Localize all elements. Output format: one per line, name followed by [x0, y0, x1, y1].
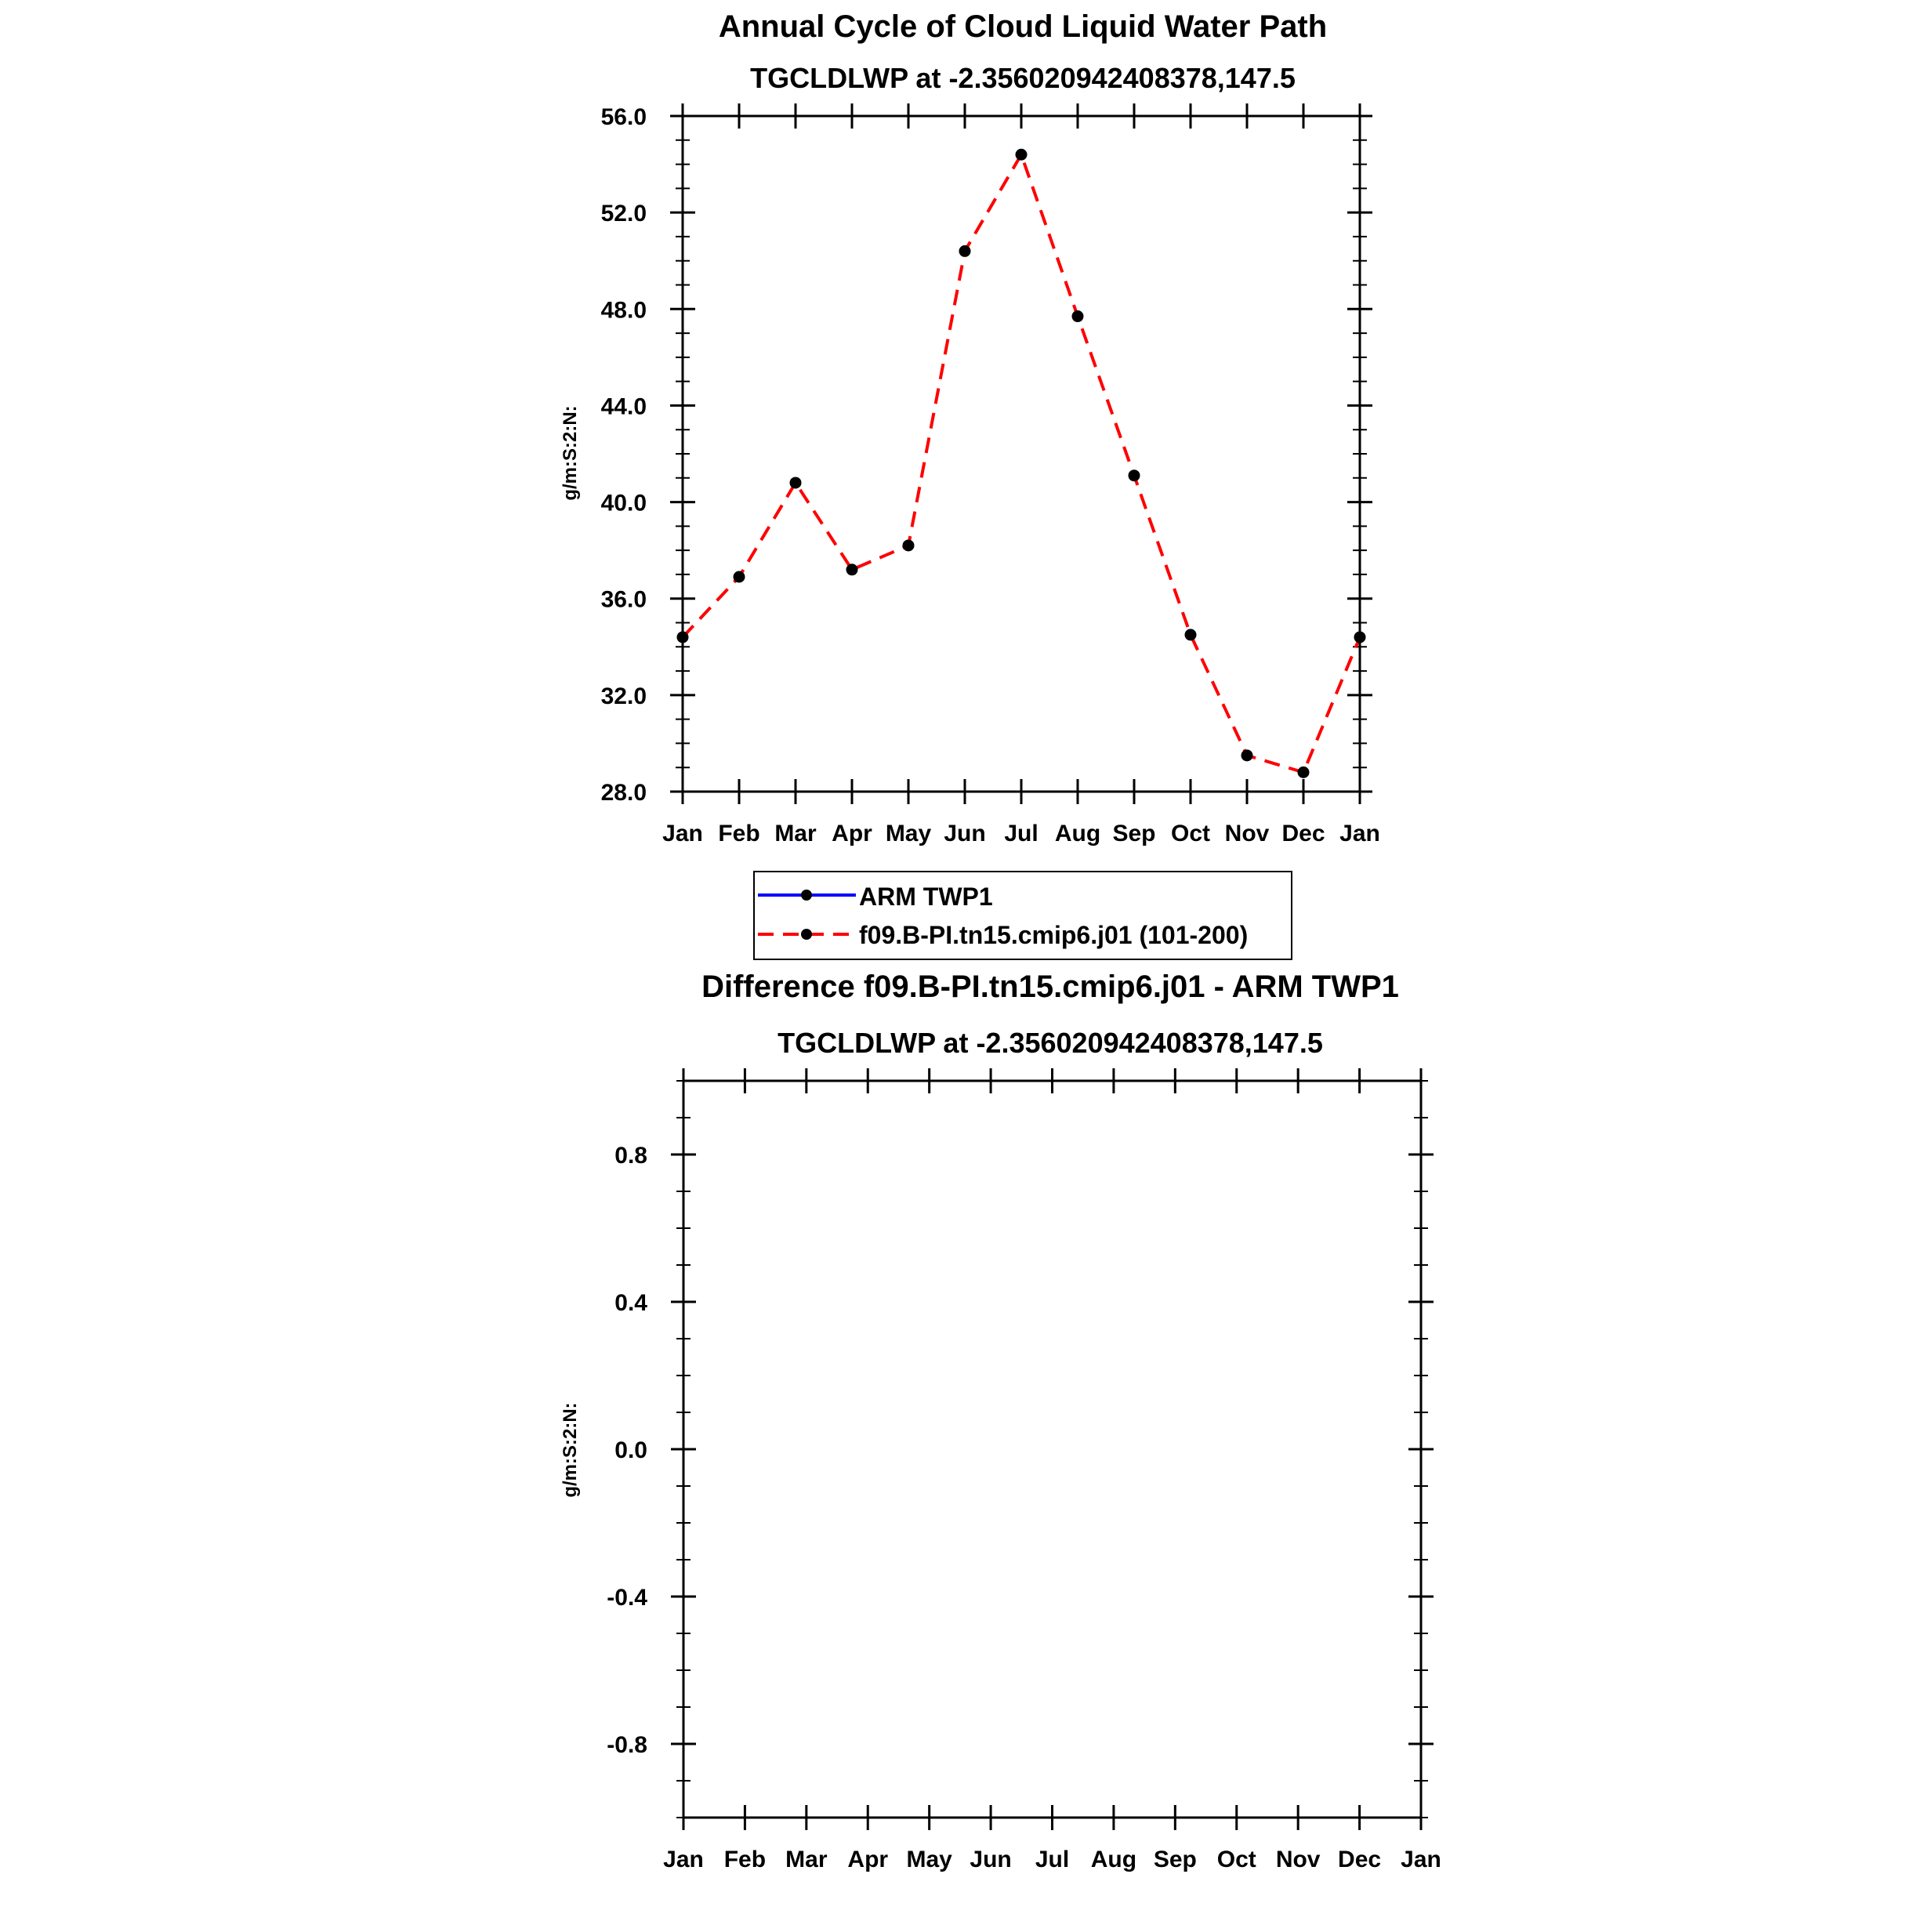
x-tick-label: Jan: [1339, 821, 1380, 846]
chart-subtitle: TGCLDLWP at -2.356020942408378,147.5: [778, 1027, 1323, 1059]
y-axis-label: g/m:S:2:N:: [560, 405, 581, 501]
x-tick-label: Jan: [663, 1847, 704, 1872]
y-tick-label: 52.0: [600, 201, 647, 227]
y-tick-label: 48.0: [600, 297, 647, 324]
x-tick-label: Sep: [1153, 1847, 1197, 1872]
data-point: [1298, 767, 1310, 778]
series-line: [683, 154, 1360, 772]
y-tick-label: 56.0: [600, 104, 647, 130]
tick-marks: [671, 1068, 1434, 1830]
y-axis-label: g/m:S:2:N:: [560, 1402, 581, 1498]
annual-cycle-chart: [560, 9, 1380, 846]
x-tick-label: Jun: [970, 1847, 1012, 1872]
y-tick-label: -0.4: [607, 1585, 647, 1611]
y-tick-label: 32.0: [600, 683, 647, 709]
x-tick-label: Jan: [662, 821, 703, 846]
x-tick-label: Oct: [1170, 821, 1211, 846]
chart-title: Annual Cycle of Cloud Liquid Water Path: [718, 9, 1328, 44]
x-tick-label: Aug: [1054, 821, 1101, 846]
x-tick-label: Sep: [1112, 821, 1156, 846]
y-tick-labels: [601, 104, 647, 806]
x-tick-label: Feb: [718, 821, 760, 846]
x-tick-label: Jul: [1035, 1847, 1070, 1872]
legend-marker-arm-twp1: [801, 890, 812, 901]
data-point: [1129, 469, 1140, 481]
x-tick-label: Mar: [785, 1847, 828, 1872]
plot-frame: [683, 116, 1360, 792]
x-tick-label: Dec: [1338, 1847, 1382, 1872]
plot-frame: [683, 1081, 1421, 1818]
data-point: [1241, 749, 1253, 761]
x-tick-labels: [662, 821, 1380, 846]
y-tick-label: 0.4: [614, 1290, 647, 1316]
x-tick-label: Jun: [944, 821, 986, 846]
y-tick-label: 36.0: [600, 586, 647, 613]
data-point: [1185, 629, 1197, 640]
data-point: [846, 564, 858, 575]
x-tick-label: Jan: [1401, 1847, 1441, 1872]
x-tick-label: Mar: [774, 821, 817, 846]
data-point: [790, 477, 802, 488]
x-tick-label: Jul: [1004, 821, 1038, 846]
x-tick-label: Feb: [723, 1847, 767, 1872]
data-point: [903, 539, 915, 551]
data-point: [959, 245, 971, 257]
data-point: [1016, 149, 1028, 161]
y-tick-label: 44.0: [600, 393, 647, 420]
y-tick-label: 0.0: [614, 1437, 647, 1463]
y-tick-label: 40.0: [600, 490, 647, 517]
x-tick-label: Nov: [1275, 1847, 1321, 1872]
legend-marker-model: [801, 929, 812, 940]
tick-marks: [670, 103, 1372, 804]
x-tick-label: Apr: [847, 1847, 889, 1872]
x-tick-label: Apr: [832, 821, 872, 846]
data-point: [734, 571, 745, 583]
y-tick-label: 0.8: [614, 1143, 647, 1169]
legend-label-arm-twp1: ARM TWP1: [859, 883, 993, 911]
x-tick-label: Dec: [1281, 821, 1325, 846]
x-tick-label: May: [885, 821, 932, 846]
x-tick-label: Oct: [1216, 1847, 1256, 1872]
difference-chart: [560, 970, 1441, 1872]
y-tick-label: -0.8: [607, 1732, 647, 1758]
chart-subtitle: TGCLDLWP at -2.356020942408378,147.5: [750, 62, 1296, 94]
x-tick-label: Aug: [1090, 1847, 1137, 1872]
legend-label-model: f09.B-PI.tn15.cmip6.j01 (101-200): [859, 921, 1249, 949]
y-tick-labels: [607, 1143, 647, 1758]
series-layer: [677, 149, 1366, 778]
legend: [754, 872, 1292, 959]
x-tick-labels: [663, 1847, 1441, 1872]
y-tick-label: 28.0: [600, 780, 647, 806]
chart-title: Difference f09.B-PI.tn15.cmip6.j01 - ARM TWP1: [701, 970, 1399, 1004]
x-tick-label: May: [906, 1847, 952, 1872]
data-point: [1072, 310, 1084, 322]
x-tick-label: Nov: [1224, 821, 1270, 846]
